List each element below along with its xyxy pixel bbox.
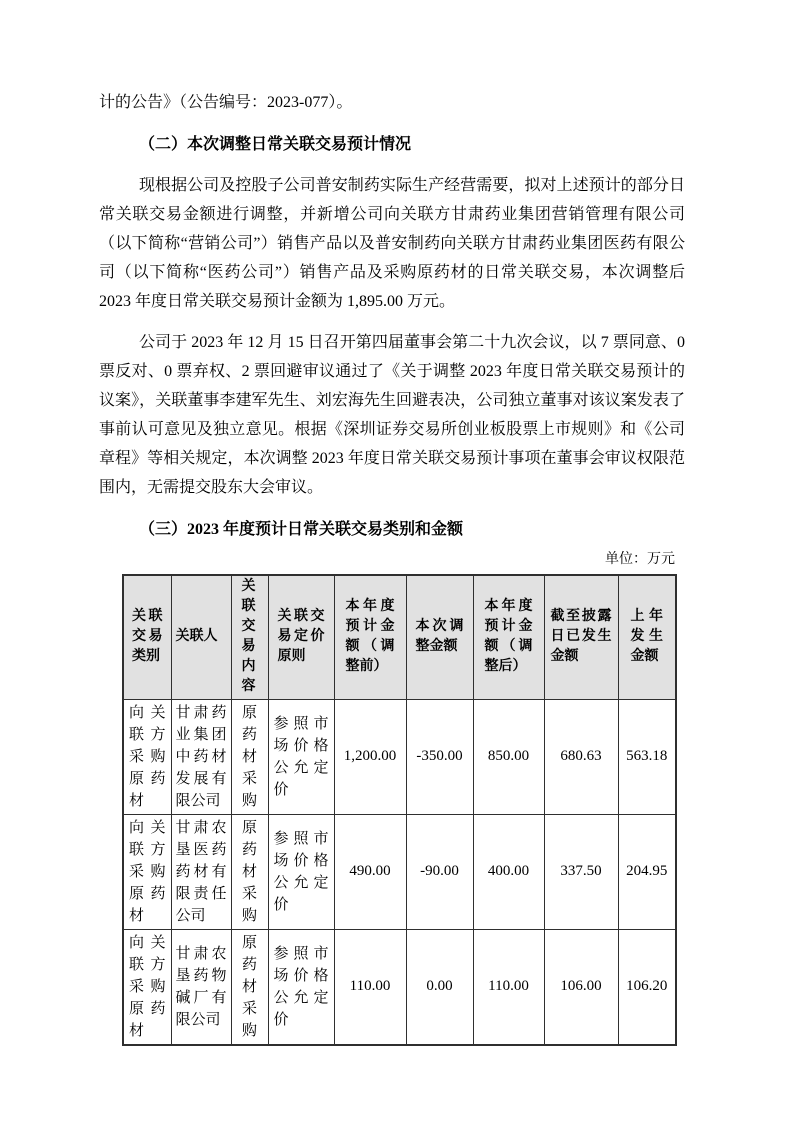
header-transaction-content: 关联交易内容 xyxy=(231,575,268,699)
cell-last-year: 204.95 xyxy=(618,814,676,929)
document-content xyxy=(99,88,685,1046)
cell-adjustment: 0.00 xyxy=(406,929,473,1045)
unit-label: 单位：万元 xyxy=(605,552,675,567)
header-adjustment-amount: 本次调整金额 xyxy=(406,575,473,699)
cell-incurred-to-date: 680.63 xyxy=(544,699,618,814)
cell-pricing: 参照市场价格公允定价 xyxy=(268,814,334,929)
table-header-row xyxy=(123,575,676,699)
cell-content: 原药材采购 xyxy=(231,699,268,814)
header-last-year-amount: 上年发生金额 xyxy=(618,575,676,699)
header-pricing-principle: 关联交易定价原则 xyxy=(268,575,334,699)
cell-related-party: 甘肃农垦医药药材有限责任公司 xyxy=(171,814,231,929)
header-incurred-to-date: 截至披露日已发生金额 xyxy=(544,575,618,699)
cell-incurred-to-date: 106.00 xyxy=(544,929,618,1045)
cell-adjustment: -90.00 xyxy=(406,814,473,929)
cell-amount-before: 490.00 xyxy=(334,814,406,929)
cell-incurred-to-date: 337.50 xyxy=(544,814,618,929)
section2-paragraph-2: 公司于 2023 年 12 月 15 日召开第四届董事会第二十九次会议，以 7 票同意、0 票反对、0 票弃权、2 票回避审议通过了《关于调整 2023 年度日常关联交易预计的议案》，关联董事李建军先生、刘宏海先生回避表决，公司独立董事对该议案发表了事前认可意见及独立意见。根据《深圳证券交易所创业板股票上市规则》和《公司章程》等相关规定，本次调整 2023 年度日常关联交易预计事项在董事会审议权限范围内，无需提交股东大会审议。 xyxy=(99,334,685,496)
cell-amount-before: 1,200.00 xyxy=(334,699,406,814)
section3-heading: （三）2023 年度预计日常关联交易类别和金额 xyxy=(139,521,464,538)
cell-related-party: 甘肃农垦药物碱厂有限公司 xyxy=(171,929,231,1045)
cell-category: 向关联方采购原药材 xyxy=(123,814,171,929)
continuation-text: 计的公告》（公告编号：2023-077）。 xyxy=(99,94,353,111)
header-amount-after: 本年度预计金额（调整后） xyxy=(473,575,544,699)
section2-heading: （二）本次调整日常关联交易预计情况 xyxy=(139,136,412,153)
header-transaction-category: 关联交易类别 xyxy=(123,575,171,699)
cell-amount-after: 110.00 xyxy=(473,929,544,1045)
table-row xyxy=(123,929,676,1045)
cell-pricing: 参照市场价格公允定价 xyxy=(268,929,334,1045)
cell-related-party: 甘肃药业集团中药材发展有限公司 xyxy=(171,699,231,814)
cell-category: 向关联方采购原药材 xyxy=(123,929,171,1045)
table-row xyxy=(123,699,676,814)
header-related-party: 关联人 xyxy=(171,575,231,699)
cell-category: 向关联方采购原药材 xyxy=(123,699,171,814)
cell-amount-before: 110.00 xyxy=(334,929,406,1045)
cell-content: 原药材采购 xyxy=(231,929,268,1045)
cell-pricing: 参照市场价格公允定价 xyxy=(268,699,334,814)
cell-content: 原药材采购 xyxy=(231,814,268,929)
cell-amount-after: 400.00 xyxy=(473,814,544,929)
header-amount-before: 本年度预计金额（调整前） xyxy=(334,575,406,699)
related-transactions-table xyxy=(122,574,677,1046)
section2-paragraph-1: 现根据公司及控股子公司普安制药实际生产经营需要，拟对上述预计的部分日常关联交易金额进行调整，并新增公司向关联方甘肃药业集团营销管理有限公司（以下简称“营销公司”）销售产品以及普安制药向关联方甘肃药业集团医药有限公司（以下简称“医药公司”）销售产品及采购原药材的日常关联交易，本次调整后 2023 年度日常关联交易预计金额为 1,895.00 万元。 xyxy=(99,177,685,310)
table-row xyxy=(123,814,676,929)
cell-adjustment: -350.00 xyxy=(406,699,473,814)
cell-amount-after: 850.00 xyxy=(473,699,544,814)
cell-last-year: 563.18 xyxy=(618,699,676,814)
cell-last-year: 106.20 xyxy=(618,929,676,1045)
